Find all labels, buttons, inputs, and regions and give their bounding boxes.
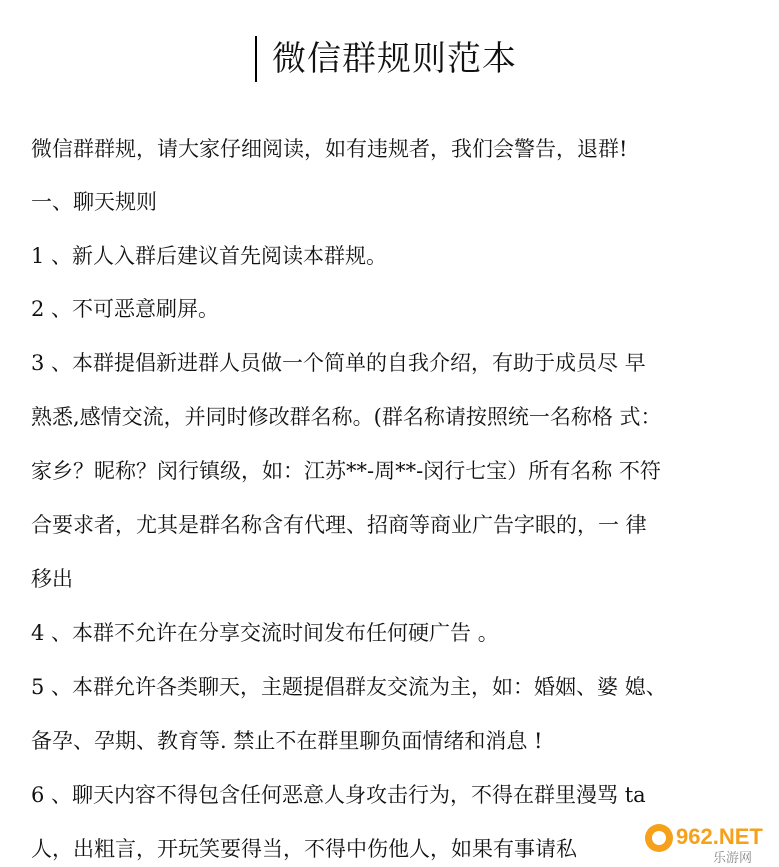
rule-line: 熟悉,感情交流，并同时修改群名称。(群名称请按照统一名称格 式：	[31, 405, 662, 429]
watermark-circle-inner	[652, 831, 666, 845]
rule-line: 3 、本群提倡新进群人员做一个简单的自我介绍，有助于成员尽 早	[31, 351, 646, 375]
rule-line: 2 、不可恶意刷屏。	[31, 297, 220, 321]
document-title: 微信群规则范本	[272, 39, 517, 79]
rule-line: 1 、新人入群后建议首先阅读本群规。	[31, 244, 388, 268]
rule-line: 人，出粗言，开玩笑要得当，不得中伤他人，如果有事请私	[31, 837, 577, 861]
intro-line: 微信群群规，请大家仔细阅读，如有违规者，我们会警告，退群!	[31, 137, 628, 161]
rule-line: 移出	[31, 567, 73, 591]
watermark-logo	[643, 816, 775, 864]
rule-line: 6 、聊天内容不得包含任何恶意人身攻击行为，不得在群里漫骂 ta	[31, 783, 646, 807]
rule-line: 4 、本群不允许在分享交流时间发布任何硬广告 。	[31, 621, 499, 645]
rule-line: 家乡？昵称？闵行镇级，如：江苏**-周**-闵行七宝）所有名称 不符	[31, 459, 661, 483]
watermark-sub: 乐游网	[713, 851, 753, 864]
rule-line: 合要求者，尤其是群名称含有代理、招商等商业广告字眼的，一 律	[31, 513, 647, 537]
section-heading: 一、聊天规则	[31, 190, 157, 214]
watermark-brand: 962.NET	[676, 824, 763, 849]
rule-line: 备孕、孕期、教育等. 禁止不在群里聊负面情绪和消息 !	[31, 729, 543, 753]
rule-line: 5 、本群允许各类聊天，主题提倡群友交流为主，如：婚姻、婆 媳、	[31, 675, 667, 699]
